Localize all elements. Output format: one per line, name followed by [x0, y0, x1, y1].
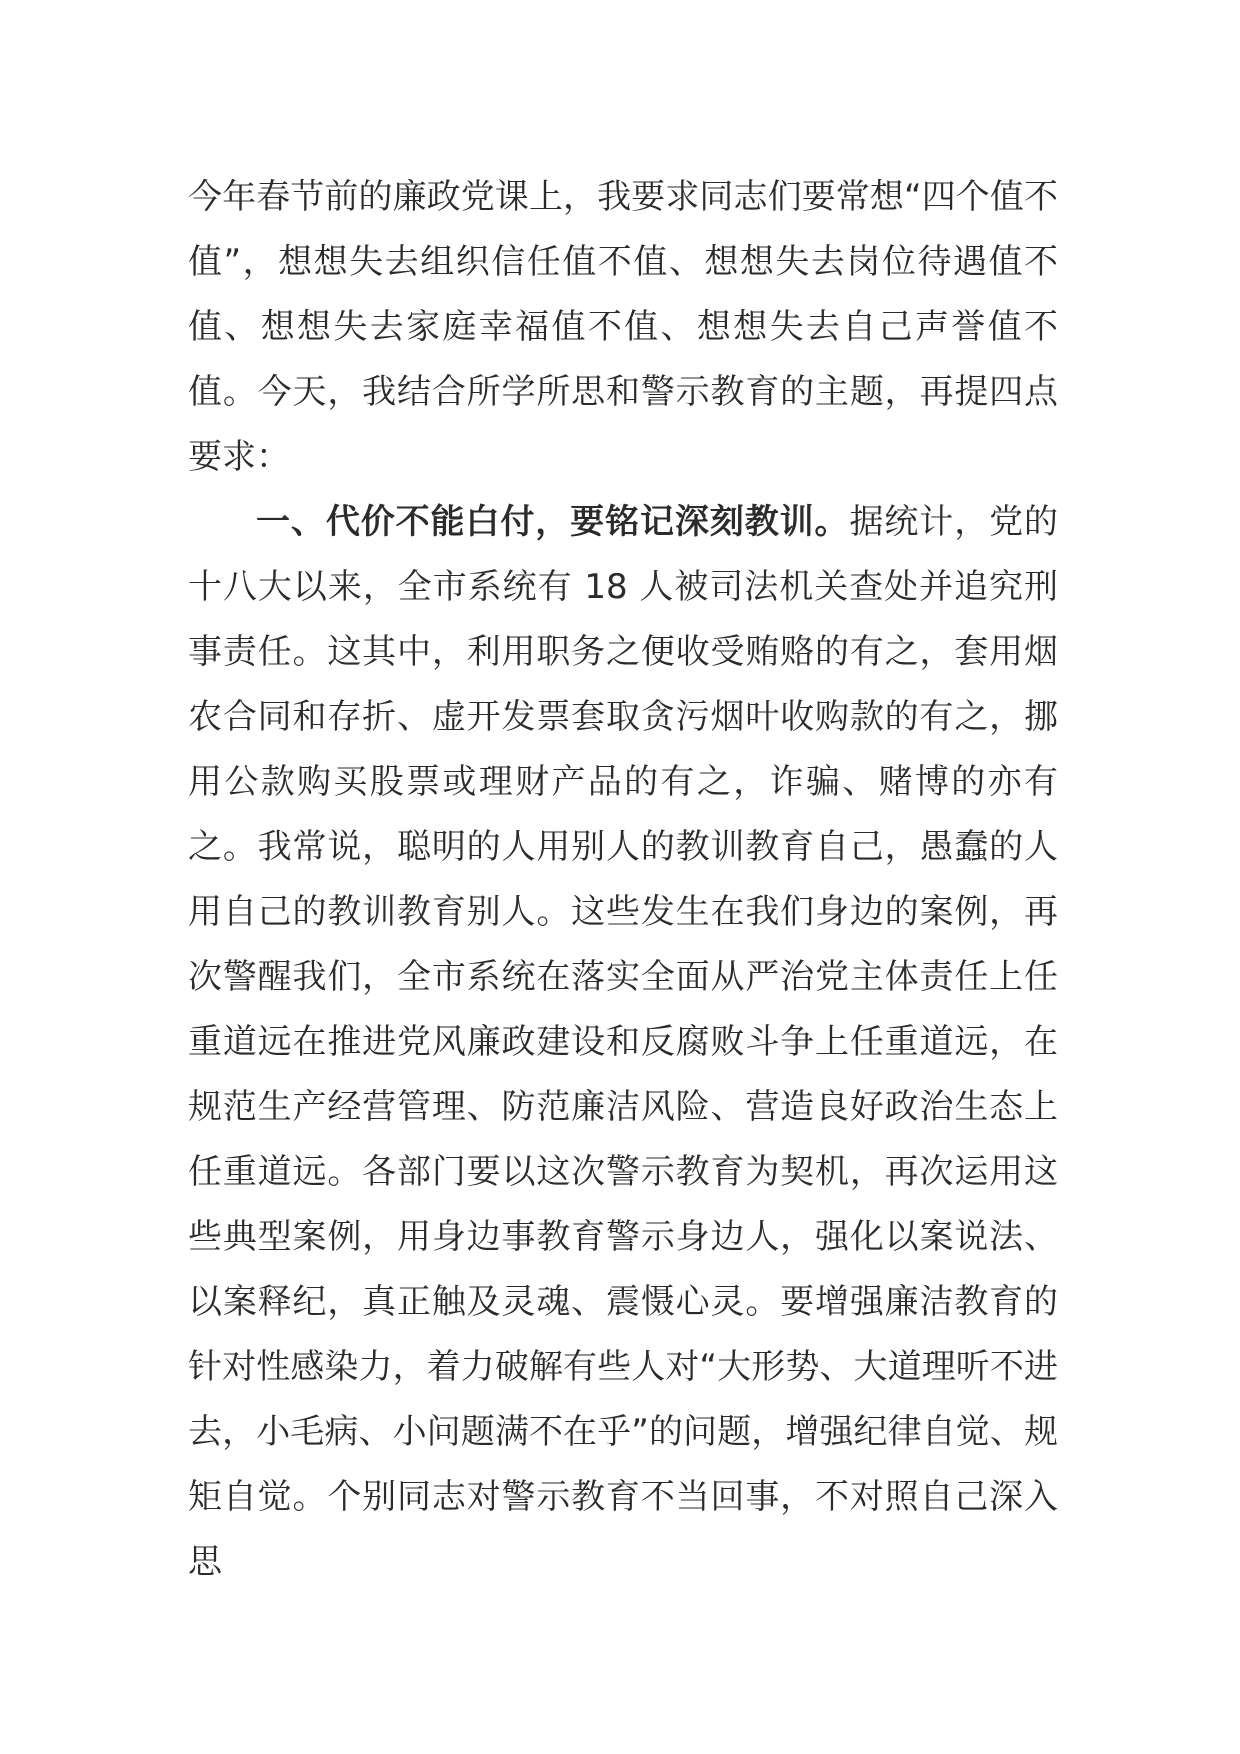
document-body [188, 165, 1058, 1595]
paragraph-intro-text: 今年春节前的廉政党课上，我要求同志们要常想“四个值不值”，想想失去组织信任值不值、想想失去岗位待遇值不值、想想失去家庭幸福值不值、想想失去自己声誉值不值。今天，我结合所学所思和警示教育的主题，再提四点要求： [188, 177, 1058, 477]
paragraph-section-one [188, 490, 1058, 1595]
paragraph-intro [188, 165, 1058, 490]
section-one-text: 据统计，党的十八大以来，全市系统有 18 人被司法机关查处并追究刑事责任。这其中，利用职务之便收受贿赂的有之，套用烟农合同和存折、虚开发票套取贪污烟叶收购款的有之，挪用公款购买股票或理财产品的有之，诈骗、赌博的亦有之。我常说，聪明的人用别人的教训教育自己，愚蠢的人用自己的教训教育别人。这些发生在我们身边的案例，再次警醒我们，全市系统在落实全面从严治党主体责任上任重道远在推进党风廉政建设和反腐败斗争上任重道远，在规范生产经营管理、防范廉洁风险、营造良好政治生态上任重道远。各部门要以这次警示教育为契机，再次运用这些典型案例，用身边事教育警示身边人，强化以案说法、以案释纪，真正触及灵魂、震慑心灵。要增强廉洁教育的针对性感染力，着力破解有些人对“大形势、大道理听不进去，小毛病、小问题满不在乎”的问题，增强纪律自觉、规矩自觉。个别同志对警示教育不当回事，不对照自己深入思 [188, 502, 1059, 1582]
section-one-heading: 一、代价不能白付，要铭记深刻教训。 [256, 502, 850, 542]
